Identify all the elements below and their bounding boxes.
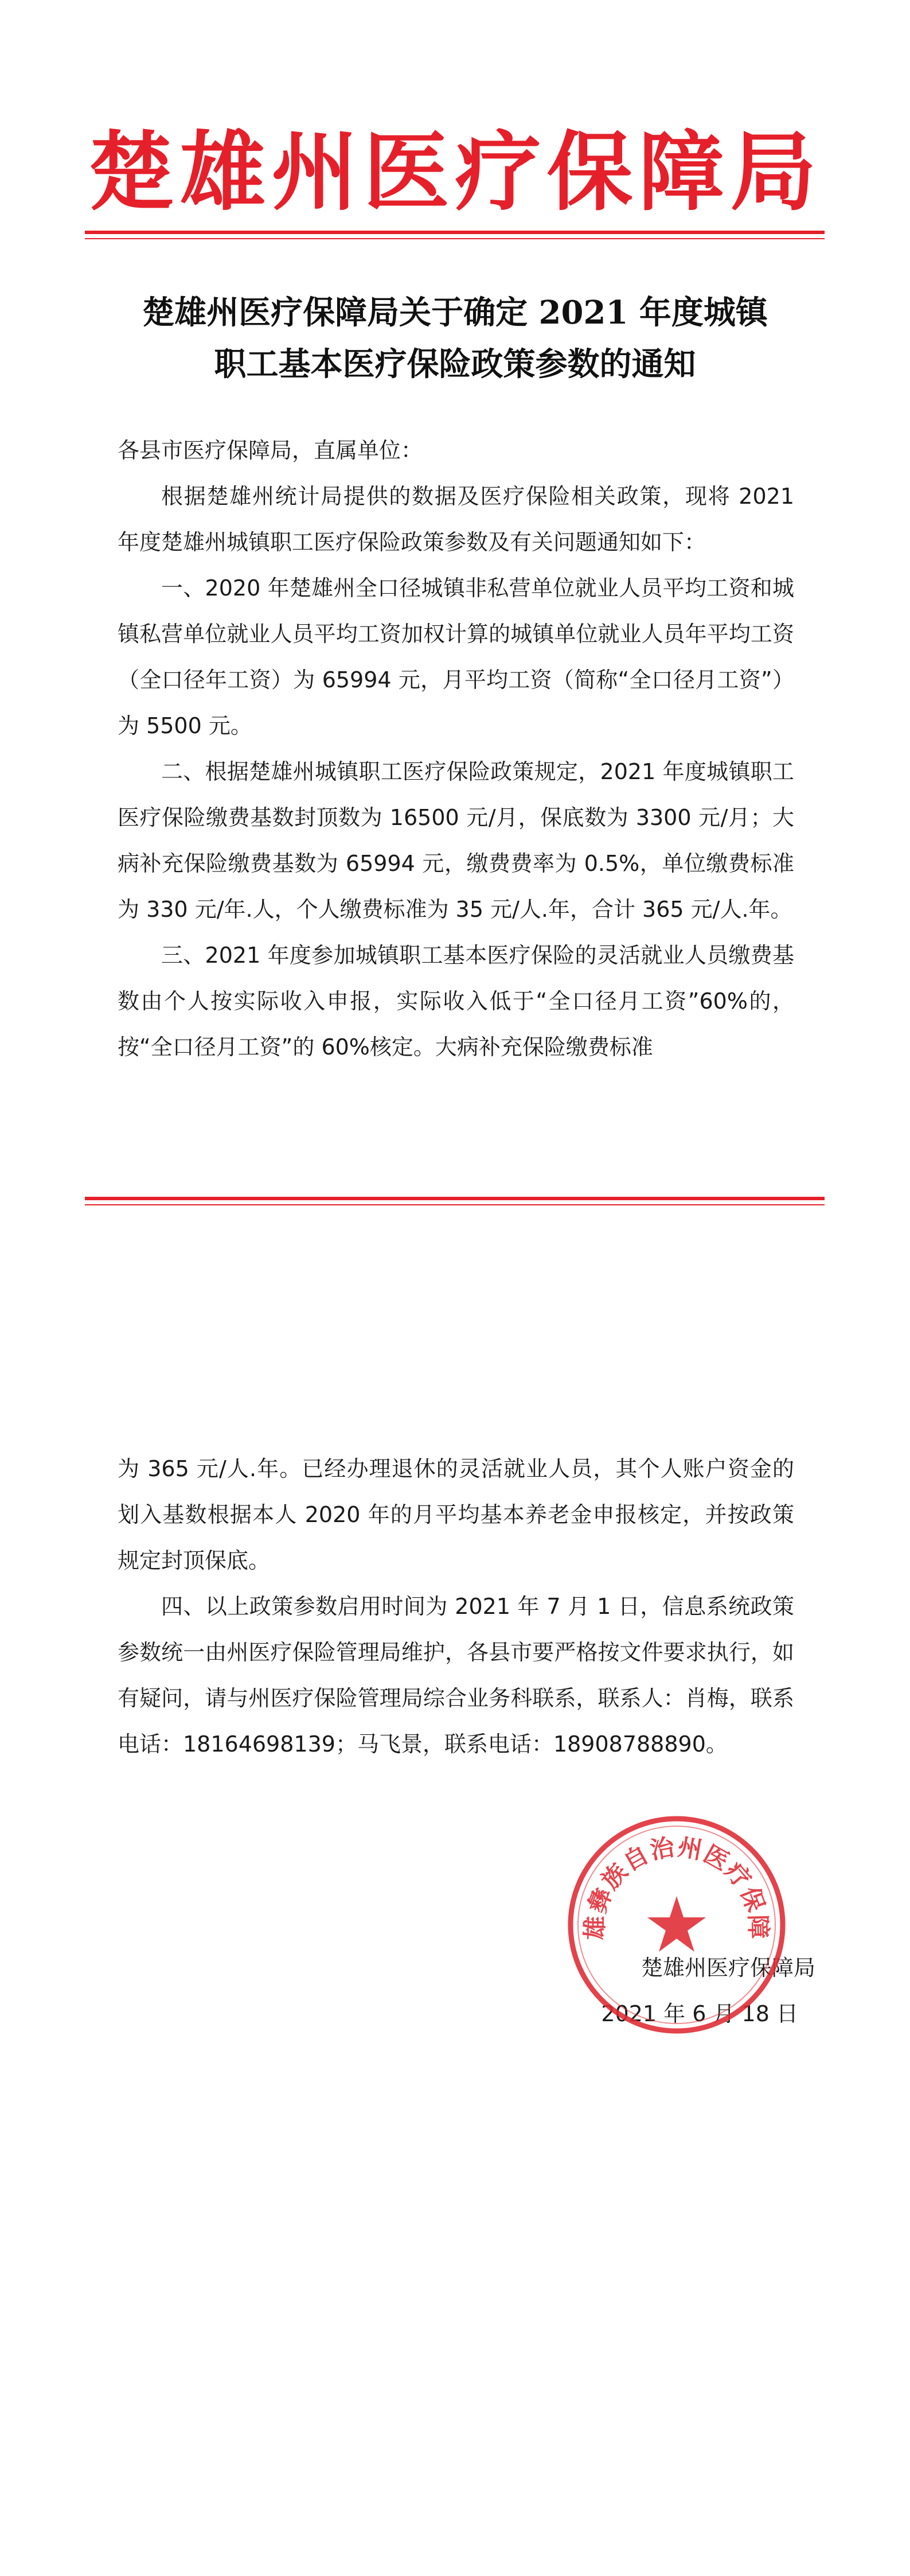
seal-text: 雄彝族自治州医疗保障 (580, 1832, 773, 1940)
page-2-body (118, 1446, 794, 1767)
item-1-paragraph: 一、2020 年楚雄州全口径城镇非私营单位就业人员平均工资和城镇私营单位就业人员平均工资加权计算的城镇单位就业人员年平均工资（全口径年工资）为 65994 元，月平均工资（简称“全口径月工资”）为 5500 元。 (118, 575, 794, 738)
header-rule-thick (85, 231, 825, 234)
official-seal (565, 1813, 788, 2037)
document-title-line-1: 楚雄州医疗保障局关于确定 2021 年度城镇 (142, 294, 768, 332)
item-2-paragraph: 二、根据楚雄州城镇职工医疗保险政策规定，2021 年度城镇职工医疗保险缴费基数封顶数为 16500 元/月，保底数为 3300 元/月；大病补充保险缴费基数为 65994 元，缴费费率为 0.5%，单位缴费标准为 330 元/年.人，个人缴费标准为 35 元/人.年，合计 365 元/人.年。 (118, 759, 794, 922)
seal-graphic (565, 1813, 788, 2037)
intro-paragraph: 根据楚雄州统计局提供的数据及医疗保险相关政策，现将 2021 年度楚雄州城镇职工医疗保险政策参数及有关问题通知如下： (118, 484, 794, 555)
letterhead-title: 楚雄州医疗保障局 (88, 122, 822, 223)
document-title (0, 287, 910, 390)
signature-organization: 楚雄州医疗保障局 (640, 1955, 815, 1980)
signature-date: 2021 年 6 月 18 日 (601, 2001, 798, 2026)
item-3-paragraph-end: 为 365 元/人.年。已经办理退休的灵活就业人员，其个人账户资金的划入基数根据本人 2020 年的月平均基本养老金申报核定，并按政策规定封顶保底。 (118, 1456, 794, 1573)
salutation: 各县市医疗保障局，直属单位： (118, 438, 423, 463)
header-rule-thin (85, 238, 825, 239)
star-icon (647, 1896, 706, 1952)
document-title-line-2: 职工基本医疗保险政策参数的通知 (214, 345, 696, 383)
item-4-paragraph: 四、以上政策参数启用时间为 2021 年 7 月 1 日，信息系统政策参数统一由州医疗保险管理局维护，各县市要严格按文件要求执行，如有疑问，请与州医疗保险管理局综合业务科联系，联系人：肖梅，联系电话：18164698139；马飞景，联系电话：18908788890。 (118, 1594, 794, 1757)
page-break-rule-thick (85, 1197, 825, 1200)
page-1-body (118, 427, 794, 1070)
item-3-paragraph-start: 三、2021 年度参加城镇职工基本医疗保险的灵活就业人员缴费基数由个人按实际收入申报，实际收入低于“全口径月工资”60%的，按“全口径月工资”的 60%核定。大病补充保险缴费标准 (118, 943, 794, 1060)
page-break-rule-thin (85, 1204, 825, 1205)
